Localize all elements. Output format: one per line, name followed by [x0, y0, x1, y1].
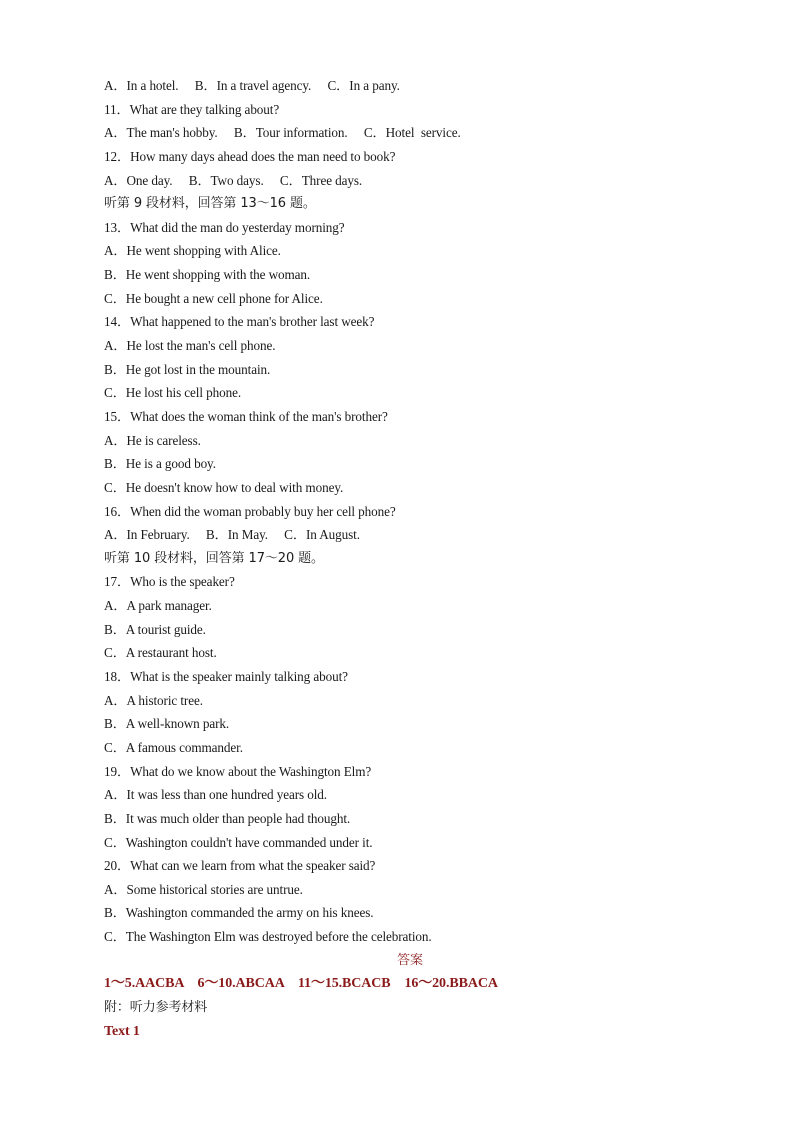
question-16: 16．When did the woman probably buy her cell phone?	[104, 503, 396, 519]
answer-title: 答案	[397, 952, 423, 968]
section-instruction: 听第 9 段材料，回答第 13～16 题。	[104, 196, 316, 212]
option-line: C．Washington couldn't have commanded under it.	[104, 834, 373, 850]
option-line: B．He is a good boy.	[104, 456, 216, 472]
option-line: B．It was much older than people had thought.	[104, 810, 351, 826]
option-line: B．A tourist guide.	[104, 621, 206, 637]
question-18: 18．What is the speaker mainly talking about?	[104, 669, 348, 685]
option-line: A．He went shopping with Alice.	[104, 243, 281, 259]
option-line: A．A park manager.	[104, 598, 212, 614]
section-instruction: 听第 10 段材料，回答第 17～20 题。	[104, 550, 324, 566]
question-17: 17．Who is the speaker?	[104, 574, 235, 590]
option-line: C．A restaurant host.	[104, 645, 217, 661]
question-15: 15．What does the woman think of the man's brother?	[104, 408, 388, 424]
option-line: A．He lost the man's cell phone.	[104, 338, 276, 354]
option-line: C．The Washington Elm was destroyed before the celebration.	[104, 929, 432, 945]
question-19: 19．What do we know about the Washington Elm?	[104, 763, 372, 779]
question-20: 20．What can we learn from what the speaker said?	[104, 858, 376, 874]
option-line: B．A well-known park.	[104, 716, 230, 732]
option-line: A．One day. B．Two days. C．Three days.	[104, 172, 363, 188]
option-line: B．Washington commanded the army on his knees.	[104, 905, 374, 921]
option-line: A．The man's hobby. B．Tour information. C．Hotel service.	[104, 125, 461, 141]
option-line: A．In a hotel. B．In a travel agency. C．In a pany.	[104, 78, 400, 93]
option-line: A．In February. B．In May. C．In August.	[104, 527, 360, 543]
question-13: 13．What did the man do yesterday morning?	[104, 219, 345, 235]
text-heading: Text 1	[104, 1023, 140, 1039]
option-line: B．He got lost in the mountain.	[104, 361, 271, 377]
question-12: 12．How many days ahead does the man need to book?	[104, 148, 396, 164]
option-line: C．A famous commander.	[104, 739, 243, 755]
option-line: C．He lost his cell phone.	[104, 385, 242, 401]
option-line: A．It was less than one hundred years old.	[104, 787, 327, 803]
option-line: B．He went shopping with the woman.	[104, 267, 311, 283]
option-line: A．He is careless.	[104, 432, 201, 448]
option-line: C．He doesn't know how to deal with money.	[104, 479, 344, 495]
question-14: 14．What happened to the man's brother last week?	[104, 314, 375, 330]
question-11: 11．What are they talking about?	[104, 101, 280, 117]
option-line: A．Some historical stories are untrue.	[104, 881, 303, 897]
answer-key: 1～5.AACBA 6～10.ABCAA 11～15.BCACB 16～20.BBACA	[104, 976, 498, 992]
option-line: A．A historic tree.	[104, 692, 203, 708]
option-line: C．He bought a new cell phone for Alice.	[104, 290, 323, 306]
document-page	[104, 74, 704, 1043]
appendix-heading: 附：听力参考材料	[104, 999, 208, 1015]
